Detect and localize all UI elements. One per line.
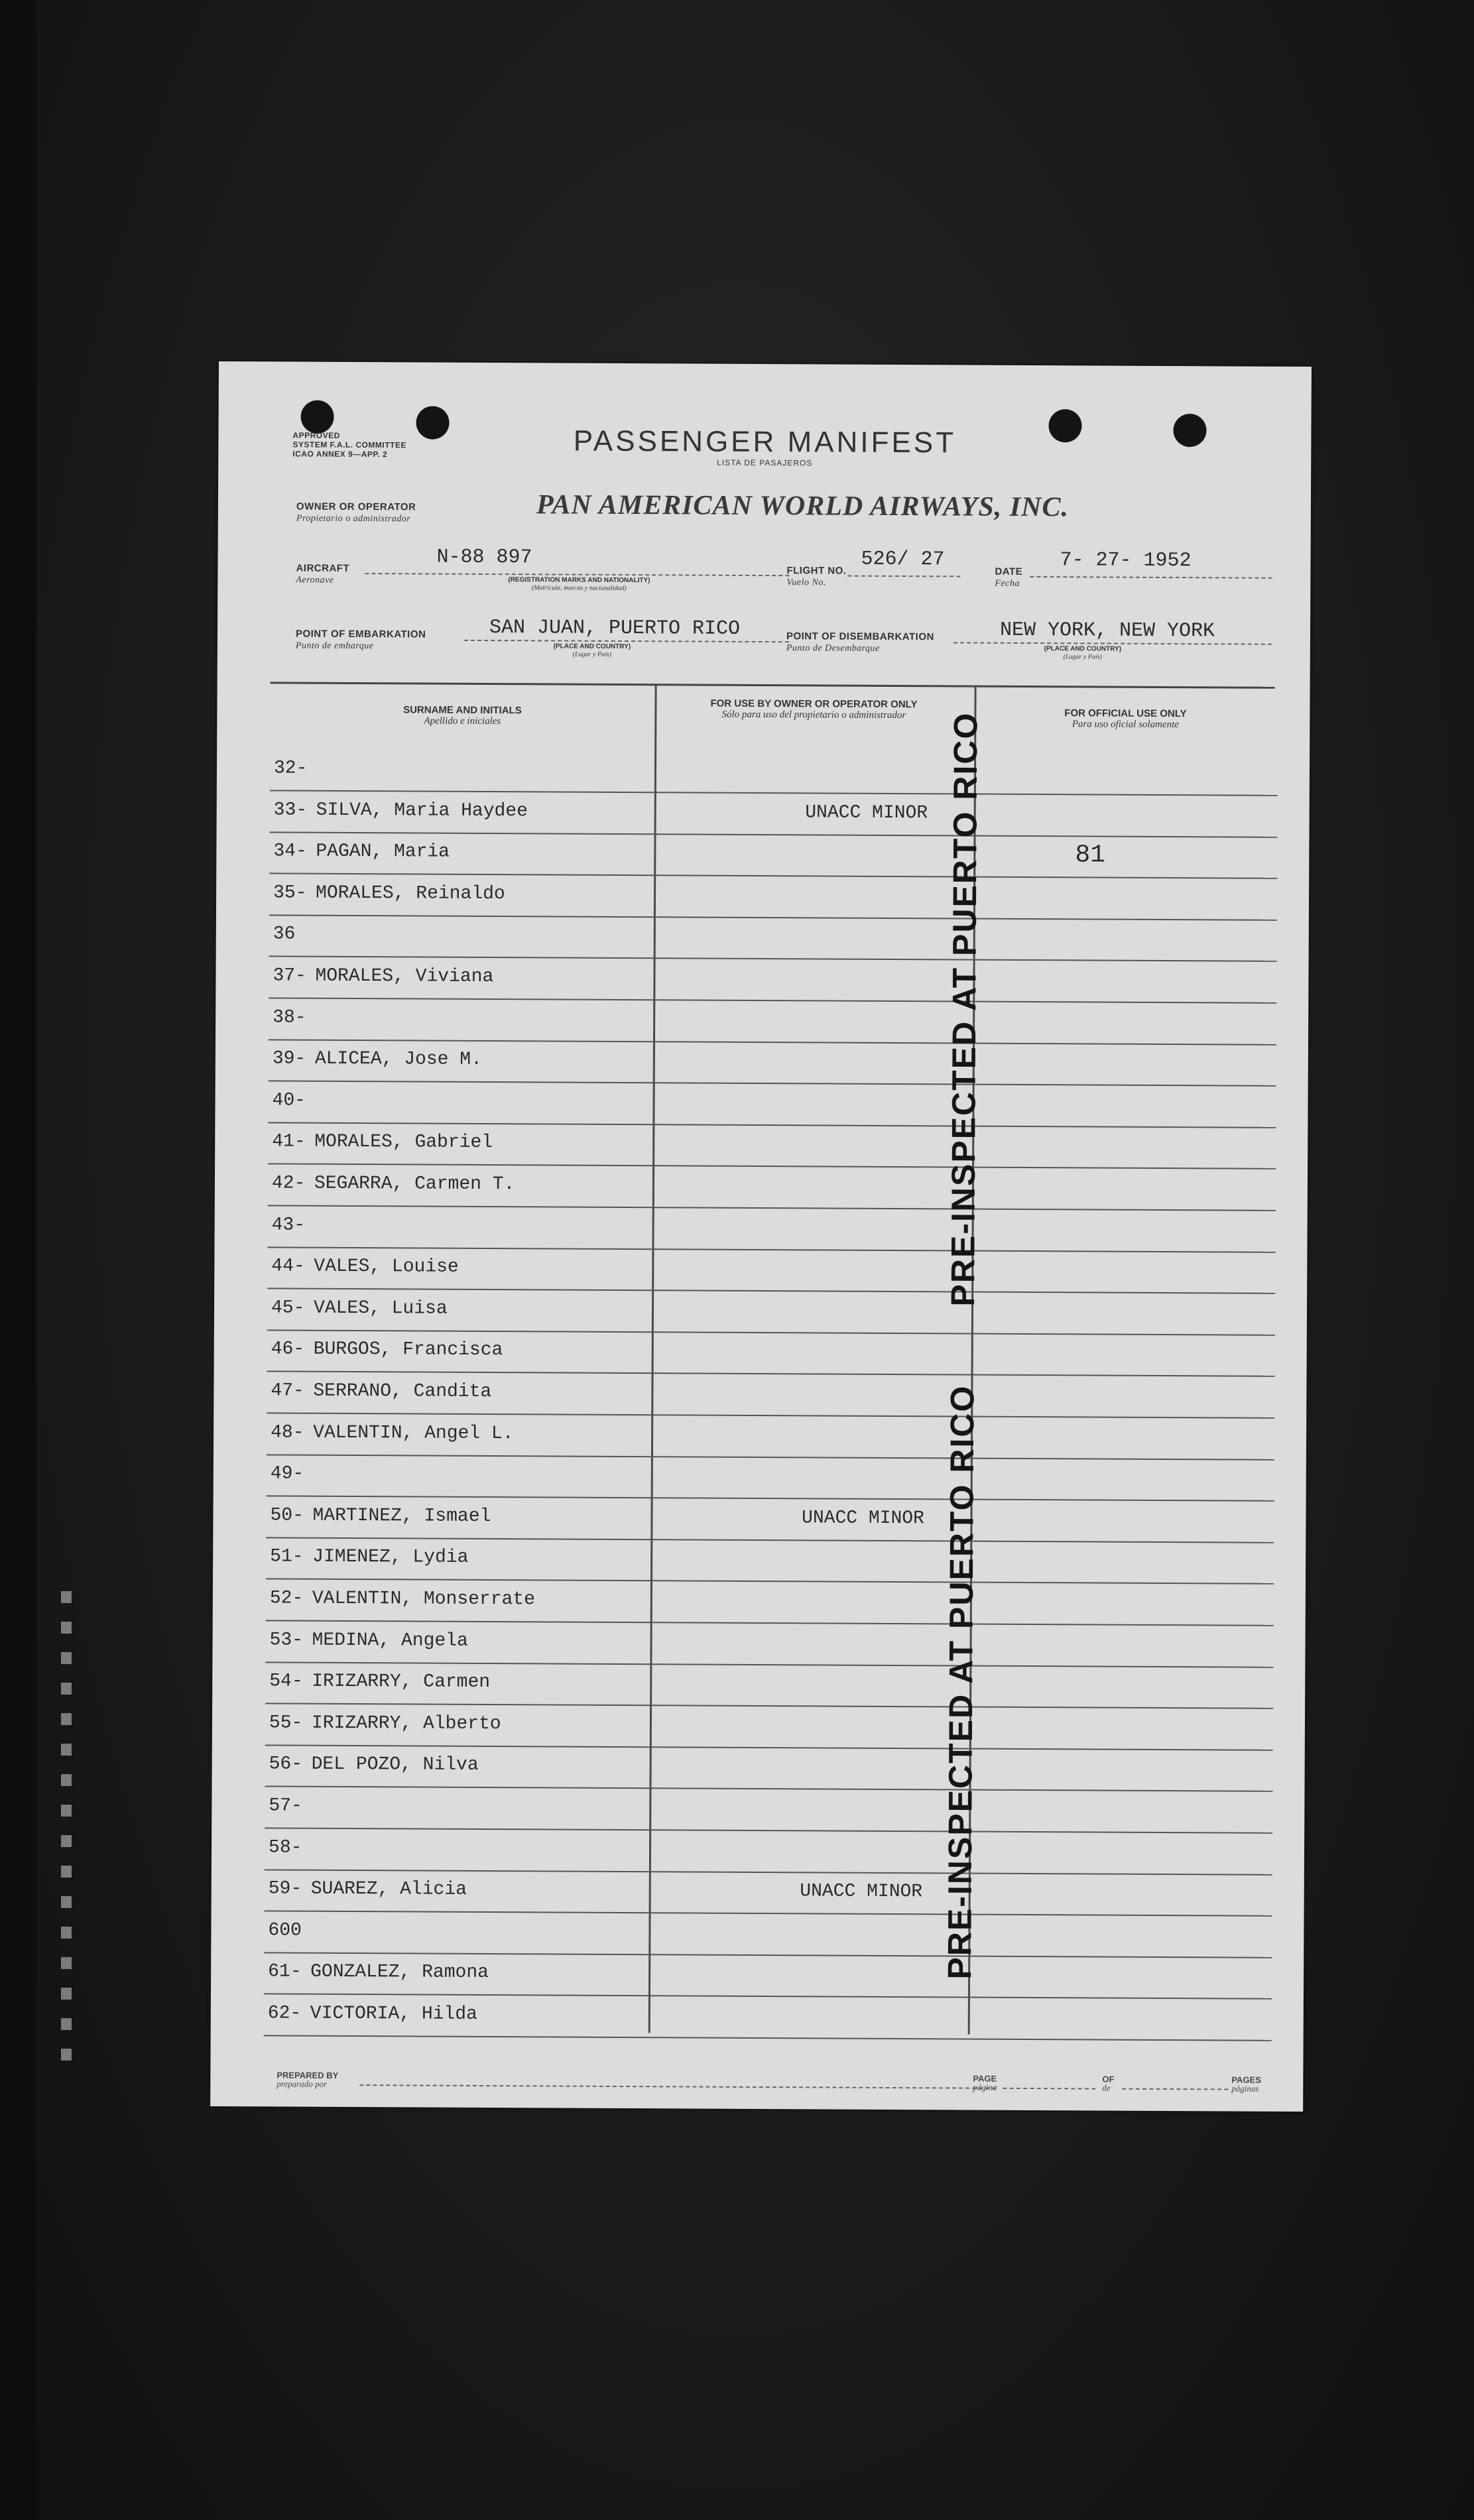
row-number: 35- [273,882,307,904]
passenger-name: BURGOS, Francisca [313,1339,503,1361]
owner-label: OWNER OR OPERATOR Propietario o administrador [296,501,416,524]
owner-use-column-header: FOR USE BY OWNER OR OPERATOR ONLY Sólo para uso del propietario o administrador [710,697,918,721]
passenger-name: SERRANO, Candita [313,1380,492,1403]
passenger-row [265,1705,1273,1750]
approval-line: SYSTEM F.A.L. COMMITTEE [292,440,406,450]
disembarkation-label: POINT OF DISEMBARKATION Punto de Desembarque [786,630,934,654]
row-number: 39- [272,1048,306,1069]
scan-edge [0,0,36,2520]
passenger-row [269,833,1277,879]
row-number: 53- [269,1629,304,1651]
passenger-name: VALENTIN, Angel L. [313,1422,514,1444]
passenger-name: SILVA, Maria Haydee [316,800,528,821]
row-number: 54- [269,1671,303,1692]
passenger-row [265,1829,1272,1875]
passenger-name: VICTORIA, Hilda [310,2003,477,2025]
page-label: PAGE página [973,2073,997,2092]
passenger-row [268,1165,1276,1211]
date-line [1030,576,1272,579]
row-number: 49- [270,1463,304,1484]
row-number: 57- [269,1795,302,1817]
passenger-row [269,999,1276,1045]
embarkation-label: POINT OF EMBARKATION Punto de embarque [295,628,426,652]
passenger-name: SUAREZ, Alicia [310,1878,467,1901]
passenger-name: PAGAN, Maria [316,841,450,863]
operator-note: UNACC MINOR [805,802,928,823]
passenger-name: SEGARRA, Carmen T. [314,1173,515,1195]
passenger-row [265,1871,1272,1917]
disembarkation-note: (PLACE AND COUNTRY) (Lugar y País) [1044,645,1122,661]
passenger-row [269,916,1277,962]
row-number: 52- [269,1588,304,1609]
passenger-name: VALENTIN, Monserrate [312,1588,536,1610]
passenger-name: GONZALEZ, Ramona [310,1962,489,1984]
passenger-name: MORALES, Reinaldo [316,882,505,904]
disembarkation-value: NEW YORK, NEW YORK [999,619,1215,643]
passenger-name: MARTINEZ, Ismael [312,1505,491,1527]
passenger-row [264,1995,1272,2041]
operator-note: UNACC MINOR [801,1508,924,1530]
form-subtitle: LISTA DE PASAJEROS [717,457,813,468]
passenger-name: MORALES, Viviana [315,965,494,988]
passenger-row [268,1124,1276,1170]
approval-line: APPROVED [292,430,340,440]
row-number: 45- [271,1297,305,1319]
official-mark: 81 [1075,841,1106,870]
aircraft-line [365,573,789,576]
row-number: 47- [271,1380,304,1402]
passenger-row [264,1954,1272,2000]
row-number: 40- [272,1090,306,1111]
passenger-row [265,1787,1272,1833]
passenger-row [269,874,1277,920]
table-top-rule [271,682,1275,688]
passenger-row [266,1497,1274,1543]
flight-value: 526/ 27 [861,548,945,571]
passenger-name: VALES, Louise [314,1256,459,1278]
row-number: 32- [273,758,308,779]
passenger-row [265,1663,1273,1709]
passenger-name: IRIZARRY, Carmen [312,1671,491,1693]
row-number: 58- [268,1836,302,1858]
row-number: 36 [273,924,296,945]
passenger-row [265,1746,1272,1792]
passenger-row [269,957,1276,1003]
passenger-row [267,1414,1274,1460]
passenger-row [266,1539,1274,1585]
row-number: 43- [271,1214,306,1236]
manifest-sheet [210,361,1312,2112]
passenger-row [267,1331,1275,1377]
operator-name: PAN AMERICAN WORLD AIRWAYS, INC. [536,489,1070,523]
row-number: 600 [268,1920,302,1941]
passenger-name: VALES, Luisa [313,1297,448,1319]
passenger-row [267,1248,1275,1294]
of-line [1122,2088,1228,2090]
passenger-name: MEDINA, Angela [312,1630,468,1651]
row-number: 34- [273,841,307,862]
row-number: 56- [269,1754,303,1775]
passenger-row [267,1290,1275,1335]
row-number: 37- [273,965,306,987]
embarkation-value: SAN JUAN, PUERTO RICO [489,616,741,640]
operator-note [704,1383,1022,1384]
date-value: 7- 27- 1952 [1060,549,1192,573]
passenger-name: DEL POZO, Nilva [311,1754,479,1776]
passenger-row [270,792,1278,837]
official-column-header: FOR OFFICIAL USE ONLY Para uso oficial solamente [1064,707,1187,731]
pages-label: PAGES páginas [1231,2074,1261,2094]
aircraft-value: N-88 897 [436,546,532,570]
passenger-row [267,1456,1274,1502]
passenger-name: MORALES, Gabriel [314,1132,493,1154]
row-number: 59- [268,1878,302,1899]
row-number: 42- [271,1173,306,1194]
passenger-row [267,1372,1274,1418]
passenger-row [270,750,1278,796]
form-title: PASSENGER MANIFEST [573,424,957,459]
embarkation-note: (PLACE AND COUNTRY) (Lugar y País) [553,642,631,658]
flight-line [847,575,960,577]
row-number: 46- [271,1339,305,1360]
pre-inspection-stamp: PRE-INSPECTED AT PUERTO RICO [941,1384,981,1980]
passenger-name: JIMENEZ, Lydia [312,1547,469,1569]
of-label: OF de [1102,2074,1115,2093]
operator-note [705,1341,1023,1343]
approval-line: ICAO ANNEX 9—APP. 2 [292,449,388,459]
row-number: 38- [273,1007,306,1028]
page-line [1003,2088,1095,2090]
row-rule [264,2035,1272,2041]
passenger-row [269,1041,1276,1087]
row-number: 33- [273,800,308,821]
operator-note [702,2006,1020,2007]
passenger-row [268,1082,1276,1128]
film-strip-marks [61,1591,72,2069]
operator-note: UNACC MINOR [800,1881,923,1903]
surname-column-header: SURNAME AND INITIALS Apellido e iniciales [403,704,522,727]
aircraft-note: (REGISTRATION MARKS AND NATIONALITY) (Matrícula, marcas y nacionalidad) [508,576,650,593]
row-number: 41- [272,1131,306,1153]
row-number: 50- [270,1505,304,1526]
row-number: 48- [271,1421,304,1443]
passenger-row [265,1622,1273,1667]
passenger-row [266,1580,1274,1626]
row-number: 55- [269,1712,303,1734]
row-number: 44- [271,1256,305,1277]
passenger-row [264,1912,1272,1958]
date-label: DATE Fecha [995,566,1023,589]
passenger-name: ALICEA, Jose M. [314,1048,482,1071]
prepared-by-label: PREPARED BY preparado por [276,2070,339,2089]
aircraft-label: AIRCRAFT Aeronave [296,562,350,585]
flight-label: FLIGHT NO. Vuelo No. [786,565,847,588]
pre-inspection-stamp: PRE-INSPECTED AT PUERTO RICO [944,711,985,1307]
row-number: 62- [267,2003,302,2024]
row-number: 61- [268,1961,302,1983]
passenger-name: IRIZARRY, Alberto [311,1712,501,1734]
row-number: 51- [270,1546,304,1568]
passenger-row [267,1207,1275,1252]
prepared-by-line [359,2084,996,2089]
